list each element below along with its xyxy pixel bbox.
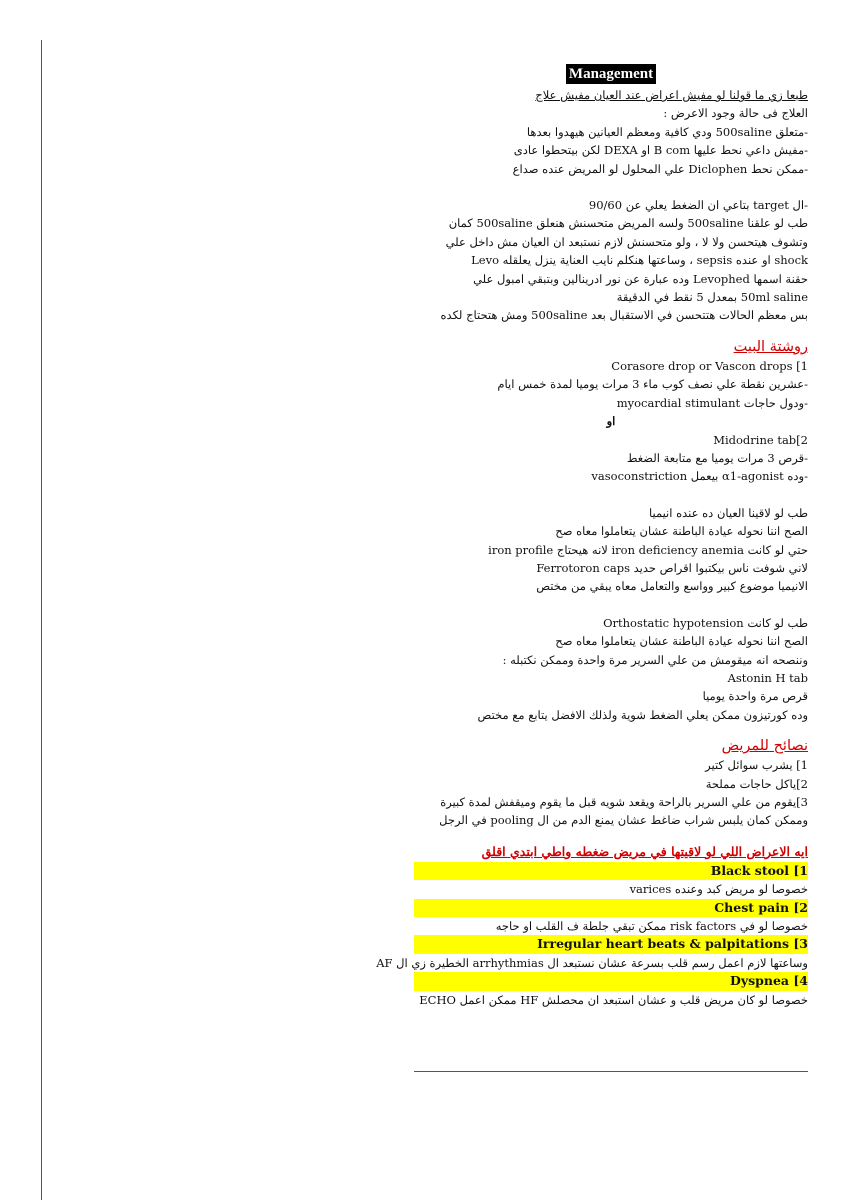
page-title: Management: [414, 64, 808, 84]
text-line: الصح اننا نحوله عيادة الباطنة عشان يتعاملوا معاه صح: [555, 634, 808, 649]
text-line: -متعلق 500saline ودي كافية ومعظم العيانين هيهدوا بعدها: [526, 124, 808, 139]
warning-label: Black stool [1: [414, 862, 808, 880]
warning-label: Dyspnea [4: [414, 972, 808, 990]
text-line: طب لو كانت Orthostatic hypotension: [603, 615, 808, 630]
text-line: حتي لو كانت iron deficiency anemia لانه هيحتاج iron profile: [488, 542, 808, 557]
text-line: طب لو علقنا 500saline ولسه المريض متحسنش هنعلق 500saline كمان: [448, 216, 808, 231]
text-line: الصح اننا نحوله عيادة الباطنة عشان يتعاملوا معاه صح: [555, 524, 808, 539]
warning-text: خصوصا لو كان مريض قلب و عشان استبعد ان محصلش HF ممكن اعمل ECHO: [419, 992, 808, 1007]
text-line: -عشرين نقطة علي نصف كوب ماء 3 مرات يوميا لمدة خمس ايام: [497, 377, 808, 392]
text-line: طب لو لاقينا العيان ده عنده انيميا: [648, 505, 808, 520]
text-line: قرص مرة واحدة يوميا: [702, 689, 808, 704]
bottom-rule: [414, 1071, 808, 1072]
text-line: وتشوف هيتحسن ولا لا ، ولو متحسنش لازم نستبعد ان العيان مش داخل علي: [445, 234, 808, 249]
or-separator: او: [606, 414, 616, 429]
warning-label: Irregular heart beats & palpitations [3: [414, 935, 808, 953]
text-line: -ودول حاجات myocardial stimulant: [616, 395, 808, 410]
text-line: 1] يشرب سوائل كتير: [705, 758, 808, 773]
text-line: 1] Corasore drop or Vascon drops: [611, 358, 808, 373]
text-line: 3]يقوم من علي السرير بالراحة ويقعد شويه قبل ما يقوم وميقفش لمدة كبيرة: [440, 795, 808, 809]
text-line: لاني شوفت ناس بيكتبوا اقراص حديد Ferrotoron caps: [536, 560, 808, 575]
text-line: 2]Midodrine tab: [713, 432, 808, 447]
text-line: حقنة اسمها Levophed وده عبارة عن نور ادرينالين وبتبقي امبول علي: [473, 271, 808, 286]
text-line: -مفيش داعي نحط عليها B com او DEXA لكن بيتحطوا عادى: [513, 143, 808, 158]
text-line: 50ml saline بمعدل 5 نقط في الدقيقة: [616, 290, 808, 305]
warning-text: وساعتها لازم اعمل رسم قلب بسرعة عشان نستبعد ال arrhythmias الخطيرة زي ال AF: [376, 955, 808, 970]
text-line: -وده α1-agonist بيعمل vasoconstriction: [591, 469, 808, 484]
warning-text: خصوصا لو مريض كبد وعنده varices: [629, 882, 808, 897]
text-line: بس معظم الحالات هتتحسن في الاستقبال بعد 500saline ومش هتحتاج لكده: [440, 308, 808, 323]
text-line: -قرص 3 مرات يوميا مع متابعة الضغط: [626, 450, 808, 465]
warning-text: خصوصا لو في risk factors ممكن تبقي جلطة ف القلب او حاجه: [495, 919, 808, 934]
text-line: وممكن كمان يلبس شراب ضاغط عشان يمنع الدم من ال pooling في الرجل: [439, 813, 808, 828]
text-line: وننصحه انه ميقومش من علي السرير مرة واحدة وممكن نكتبله :: [502, 652, 808, 667]
text-line: shock او عنده sepsis ، وساعتها هنكلم نايب العناية ينزل يعلقله Levo: [471, 253, 808, 268]
document-column: [376, 64, 808, 1009]
warning-signs-heading: ايه الاعراض اللي لو لاقيتها في مريض ضغطه واطي ابتدي اقلق: [481, 843, 808, 859]
text-line: -ممكن نحط Diclophen علي المحلول لو المريض عنده صداع: [512, 161, 808, 176]
text-line: Astonin H tab: [727, 670, 808, 685]
text-line: الانيميا موضوع كبير وواسع والتعامل معاه يبقي من مختص: [536, 579, 808, 594]
text-line: 2]ياكل حاجات مملحة: [705, 776, 808, 791]
text-line: وده كورتيزون ممكن يعلي الضغط شوية ولذلك الافضل يتابع مع مختص: [477, 707, 808, 722]
warning-label: Chest pain [2: [414, 899, 808, 917]
patient-advice-heading: نصائح للمريض: [721, 738, 808, 755]
text-line: العلاج فى حالة وجود الاعرض :: [663, 106, 808, 121]
intro-line: طبعا زي ما قولنا لو مفيش اعراض عند العيان مفيش علاج: [535, 88, 808, 102]
left-margin-rule: [41, 40, 42, 1200]
target-line: -ال target بتاعي ان الضغط يعلي عن 90/60: [588, 198, 808, 213]
home-prescription-heading: روشتة البيت: [733, 338, 808, 355]
